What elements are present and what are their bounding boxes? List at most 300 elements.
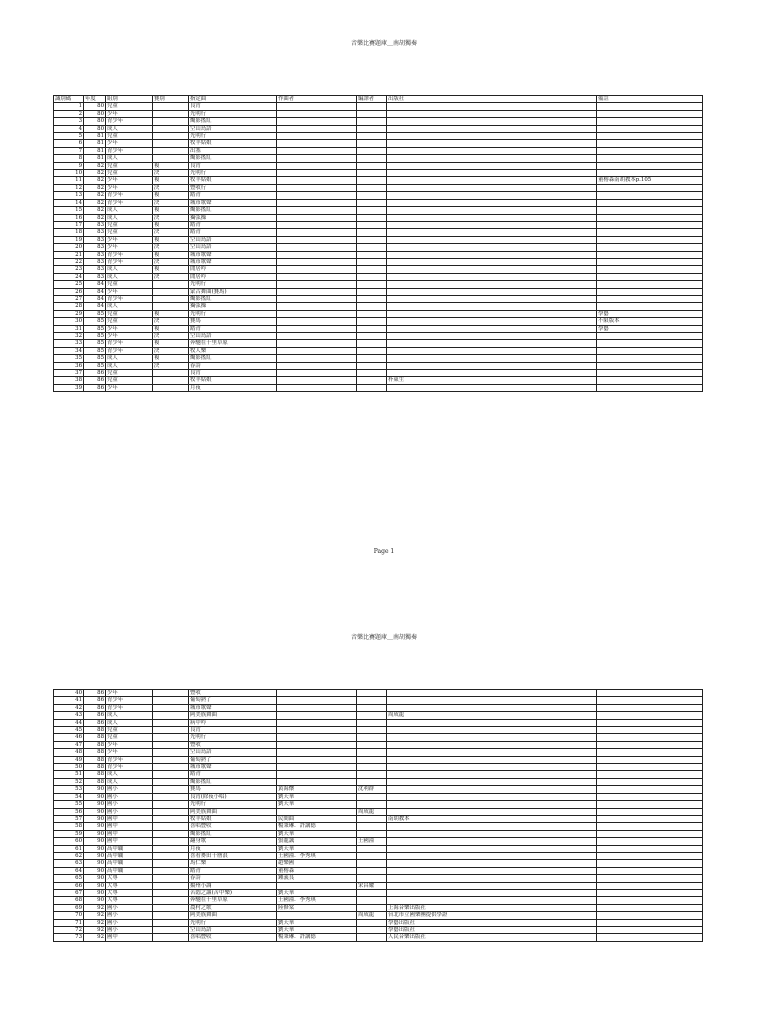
table-cell: 劉天華	[277, 793, 357, 800]
table-cell: 88	[84, 778, 106, 785]
table-cell	[597, 221, 703, 228]
table-cell: 兒童	[106, 734, 153, 741]
table-cell: 10	[54, 170, 84, 177]
table-cell: 80	[84, 118, 106, 125]
table-cell	[357, 258, 387, 265]
table-cell: 61	[54, 845, 84, 852]
table-cell	[277, 355, 357, 362]
table-cell	[357, 741, 387, 748]
table-cell	[277, 303, 357, 310]
table-row	[54, 273, 703, 280]
table-cell: 42	[54, 704, 84, 711]
table-cell: 城市歌聲	[189, 258, 277, 265]
table-cell: 36	[54, 362, 84, 369]
table-cell	[277, 325, 357, 332]
table-row	[54, 340, 703, 347]
table-cell	[387, 838, 597, 845]
table-cell: 周成龍	[357, 912, 387, 919]
table-cell	[597, 214, 703, 221]
table-cell	[597, 147, 703, 154]
table-cell: 董榕森南胡教本p.105	[597, 177, 703, 184]
table-cell	[387, 155, 597, 162]
table-cell: 83	[84, 273, 106, 280]
table-cell	[153, 140, 189, 147]
table-cell: 南胡教本	[387, 815, 597, 822]
table-cell: 燭影搖紅	[189, 118, 277, 125]
table-cell	[357, 155, 387, 162]
table-cell: 決	[153, 199, 189, 206]
table-cell	[597, 882, 703, 889]
table-cell	[387, 355, 597, 362]
table-cell: 國小	[106, 786, 153, 793]
table-cell	[277, 221, 357, 228]
table-cell	[357, 266, 387, 273]
table-cell	[357, 170, 387, 177]
table-cell: 燭影搖紅	[189, 778, 277, 785]
table-cell: 少年	[106, 741, 153, 748]
table-cell: 37	[54, 370, 84, 377]
table-cell	[387, 362, 597, 369]
table-cell: 國小	[106, 904, 153, 911]
table-cell	[153, 860, 189, 867]
table-row	[54, 897, 703, 904]
table-cell: 青少年	[106, 340, 153, 347]
table-cell	[277, 281, 357, 288]
table-cell	[357, 273, 387, 280]
table-cell: 72	[54, 927, 84, 934]
table-cell	[597, 912, 703, 919]
table-cell	[277, 118, 357, 125]
table-cell	[357, 110, 387, 117]
table-cell: 16	[54, 214, 84, 221]
table-cell	[153, 882, 189, 889]
table-row	[54, 288, 703, 295]
table-cell: 複	[153, 310, 189, 317]
table-cell	[597, 199, 703, 206]
table-row	[54, 927, 703, 934]
table-cell	[387, 236, 597, 243]
table-cell	[277, 333, 357, 340]
table-cell: 成人	[106, 155, 153, 162]
table-cell: 青少年	[106, 192, 153, 199]
table-cell	[357, 889, 387, 896]
table-cell	[153, 845, 189, 852]
table-cell: 90	[84, 815, 106, 822]
table-cell	[387, 177, 597, 184]
table-cell	[387, 192, 597, 199]
table-cell: 45	[54, 727, 84, 734]
table-cell	[357, 867, 387, 874]
table-cell: 70	[54, 912, 84, 919]
table-cell: 80	[84, 103, 106, 110]
table-cell: 燭影搖紅	[189, 207, 277, 214]
table-row	[54, 727, 703, 734]
table-row	[54, 333, 703, 340]
table-cell	[597, 184, 703, 191]
table-cell	[153, 912, 189, 919]
table-cell	[387, 214, 597, 221]
table-row	[54, 303, 703, 310]
table-cell	[357, 177, 387, 184]
table-cell: 國小	[106, 808, 153, 815]
table-cell: 決	[153, 184, 189, 191]
table-row	[54, 860, 703, 867]
table-cell	[387, 258, 597, 265]
table-cell	[277, 749, 357, 756]
table-cell: 80	[84, 110, 106, 117]
table-cell	[597, 258, 703, 265]
table-cell: 83	[84, 236, 106, 243]
table-cell: 青少年	[106, 295, 153, 302]
table-cell	[597, 170, 703, 177]
table-cell: 豐收行	[189, 184, 277, 191]
table-cell: 82	[84, 162, 106, 169]
table-cell	[153, 734, 189, 741]
table-cell: 光明行	[189, 801, 277, 808]
table-cell: 青少年	[106, 697, 153, 704]
table-cell	[357, 793, 387, 800]
table-cell: 88	[84, 771, 106, 778]
column-header: 識別碼	[54, 96, 84, 103]
table-cell	[387, 207, 597, 214]
table-cell: 17	[54, 221, 84, 228]
table-cell	[277, 362, 357, 369]
table-cell: 燭影搖紅	[189, 295, 277, 302]
table-row	[54, 778, 703, 785]
table-cell: 兒童	[106, 318, 153, 325]
table-cell	[357, 897, 387, 904]
table-cell: 少年	[106, 690, 153, 697]
table-cell: 31	[54, 325, 84, 332]
table-cell	[387, 778, 597, 785]
table-cell	[357, 162, 387, 169]
table-cell: 58	[54, 823, 84, 830]
table-cell	[597, 823, 703, 830]
table-cell	[357, 118, 387, 125]
table-cell	[597, 340, 703, 347]
table-cell	[277, 273, 357, 280]
table-row	[54, 712, 703, 719]
table-cell	[387, 808, 597, 815]
table-cell	[357, 712, 387, 719]
table-cell	[597, 384, 703, 391]
table-cell	[387, 370, 597, 377]
table-cell: 奔馳在千里草原	[189, 897, 277, 904]
table-cell: 決	[153, 244, 189, 251]
table-cell: 88	[84, 756, 106, 763]
table-cell	[387, 162, 597, 169]
table-cell: 兒童	[106, 162, 153, 169]
table-cell	[153, 103, 189, 110]
table-cell	[597, 103, 703, 110]
table-cell: 成人	[106, 712, 153, 719]
table-cell: 34	[54, 347, 84, 354]
table-cell: 葡萄熟了	[189, 697, 277, 704]
table-cell: 踏青	[189, 221, 277, 228]
table-cell	[357, 340, 387, 347]
table-row	[54, 236, 703, 243]
table-cell: 83	[84, 266, 106, 273]
table-cell	[277, 734, 357, 741]
table-cell	[277, 808, 357, 815]
table-cell: 青少年	[106, 347, 153, 354]
table-cell: 92	[84, 934, 106, 941]
table-cell	[387, 882, 597, 889]
table-cell	[153, 697, 189, 704]
table-cell	[357, 303, 387, 310]
table-cell: 良宵	[189, 103, 277, 110]
table-row	[54, 118, 703, 125]
table-row	[54, 184, 703, 191]
table-cell: 兒童	[106, 377, 153, 384]
table-cell: 光明行	[189, 310, 277, 317]
table-cell	[597, 347, 703, 354]
table-cell	[387, 281, 597, 288]
table-cell: 13	[54, 192, 84, 199]
table-cell	[387, 147, 597, 154]
table-cell: 7	[54, 147, 84, 154]
table-cell: 90	[84, 845, 106, 852]
table-row	[54, 882, 703, 889]
table-cell: 沈利群	[357, 786, 387, 793]
table-cell	[277, 229, 357, 236]
column-header: 賽別	[153, 96, 189, 103]
table-row	[54, 133, 703, 140]
table-cell	[153, 303, 189, 310]
table-cell	[597, 133, 703, 140]
table-cell: 青少年	[106, 258, 153, 265]
table-cell: 成人	[106, 303, 153, 310]
table-cell: 兒童	[106, 170, 153, 177]
table-cell	[597, 919, 703, 926]
table-cell	[277, 140, 357, 147]
table-cell: 6	[54, 140, 84, 147]
table-cell	[153, 867, 189, 874]
table-cell	[387, 184, 597, 191]
table-cell	[277, 310, 357, 317]
table-cell	[153, 690, 189, 697]
table-row	[54, 815, 703, 822]
table-cell: 複	[153, 355, 189, 362]
table-cell: 決	[153, 318, 189, 325]
table-row	[54, 162, 703, 169]
table-cell: 82	[84, 199, 106, 206]
table-cell: 獨弦操	[189, 214, 277, 221]
table-cell	[597, 934, 703, 941]
table-cell: 92	[84, 919, 106, 926]
table-cell: 決	[153, 347, 189, 354]
table-cell	[357, 133, 387, 140]
table-cell	[597, 288, 703, 295]
table-cell	[153, 778, 189, 785]
table-cell: 良宵(除夜小唱)	[189, 793, 277, 800]
table-cell: 少年	[106, 110, 153, 117]
table-cell: 牧羊姑娘	[189, 177, 277, 184]
table-cell	[387, 244, 597, 251]
table-cell	[277, 384, 357, 391]
table-cell	[153, 838, 189, 845]
table-cell: 青少年	[106, 704, 153, 711]
table-cell: 踏青	[189, 192, 277, 199]
table-cell: 閒居吟	[189, 273, 277, 280]
table-cell: 90	[84, 897, 106, 904]
table-cell: 燭影搖紅	[189, 830, 277, 837]
table-row	[54, 170, 703, 177]
table-cell: 90	[84, 793, 106, 800]
table-cell: 董榕森	[277, 867, 357, 874]
table-cell	[387, 727, 597, 734]
table-cell: 92	[84, 912, 106, 919]
table-cell: 複	[153, 236, 189, 243]
table-cell	[153, 793, 189, 800]
table-cell	[597, 830, 703, 837]
table-cell: 國小	[106, 793, 153, 800]
table-row	[54, 347, 703, 354]
table-cell: 閒居吟	[189, 266, 277, 273]
table-cell: 民間曲	[277, 815, 357, 822]
table-row	[54, 808, 703, 815]
table-cell	[277, 133, 357, 140]
table-cell: 葡萄熟了	[189, 756, 277, 763]
table-cell	[357, 140, 387, 147]
table-cell: 40	[54, 690, 84, 697]
table-cell: 良宵	[189, 727, 277, 734]
table-row	[54, 756, 703, 763]
table-cell: 成人	[106, 273, 153, 280]
table-cell: 陸修棠	[277, 904, 357, 911]
table-cell: 黃海懷	[277, 786, 357, 793]
table-cell: 趙樂國	[277, 860, 357, 867]
table-cell	[357, 288, 387, 295]
table-cell: 人民音樂出版社	[387, 934, 597, 941]
table-cell	[153, 852, 189, 859]
table-row	[54, 110, 703, 117]
table-cell	[153, 155, 189, 162]
table-row	[54, 244, 703, 251]
table-cell	[277, 103, 357, 110]
table-cell: 92	[84, 904, 106, 911]
table-cell: 喜唱豐收	[189, 823, 277, 830]
table-cell	[357, 244, 387, 251]
table-cell	[277, 712, 357, 719]
table-row	[54, 793, 703, 800]
table-cell: 86	[84, 384, 106, 391]
table-cell: 周成龍	[387, 712, 597, 719]
table-row	[54, 221, 703, 228]
table-cell: 學藝	[597, 325, 703, 332]
table-cell: 賽馬	[189, 318, 277, 325]
table-cell: 翻身歌	[189, 838, 277, 845]
table-cell	[277, 236, 357, 243]
table-cell: 國中	[106, 934, 153, 941]
table-cell: 35	[54, 355, 84, 362]
column-header: 作曲者	[277, 96, 357, 103]
table-cell: 少年	[106, 333, 153, 340]
table-cell	[597, 333, 703, 340]
table-cell: 29	[54, 310, 84, 317]
table-cell: 少年	[106, 244, 153, 251]
table-cell: 少年	[106, 288, 153, 295]
table-cell	[277, 756, 357, 763]
table-cell	[387, 221, 597, 228]
table-cell: 9	[54, 162, 84, 169]
table-cell	[357, 318, 387, 325]
table-row	[54, 325, 703, 332]
table-cell: 33	[54, 340, 84, 347]
table-cell	[387, 384, 597, 391]
table-cell: 城市歌聲	[189, 199, 277, 206]
column-header: 出版社	[387, 96, 597, 103]
table-cell	[387, 266, 597, 273]
table-cell: 少年	[106, 140, 153, 147]
table-cell: 高中職	[106, 852, 153, 859]
table-cell: 喜唱豐收	[189, 934, 277, 941]
table-cell: 成人	[106, 355, 153, 362]
table-cell: 4	[54, 125, 84, 132]
table-cell	[597, 875, 703, 882]
table-cell: 牧羊姑娘	[189, 140, 277, 147]
table-cell	[387, 325, 597, 332]
table-cell: 複	[153, 207, 189, 214]
table-cell	[153, 110, 189, 117]
page-title: 音樂比賽題庫＿南胡獨奏	[350, 40, 417, 47]
table-cell: 少年	[106, 184, 153, 191]
table-cell: 成人	[106, 214, 153, 221]
table-header-row	[54, 96, 703, 103]
table-cell	[357, 333, 387, 340]
table-cell: 54	[54, 793, 84, 800]
table-cell: 11	[54, 177, 84, 184]
table-cell	[277, 882, 357, 889]
table-cell	[153, 288, 189, 295]
table-cell	[387, 860, 597, 867]
table-cell	[277, 170, 357, 177]
table-cell	[153, 377, 189, 384]
table-cell	[387, 867, 597, 874]
table-row	[54, 934, 703, 941]
table-cell: 85	[84, 347, 106, 354]
table-cell	[153, 704, 189, 711]
table-cell	[597, 734, 703, 741]
table-cell	[357, 214, 387, 221]
table-cell: 出塞	[189, 147, 277, 154]
table-cell	[597, 712, 703, 719]
table-row	[54, 177, 703, 184]
table-cell	[597, 697, 703, 704]
table-cell: 朴東生	[387, 377, 597, 384]
table-page-1	[53, 95, 703, 392]
table-cell	[387, 340, 597, 347]
table-cell: 決	[153, 229, 189, 236]
table-cell: 馬仁樂	[189, 860, 277, 867]
table-cell	[597, 778, 703, 785]
table-cell: 春詩	[189, 362, 277, 369]
table-cell	[357, 347, 387, 354]
column-header: 備註	[597, 96, 703, 103]
table-cell	[387, 830, 597, 837]
table-cell: 90	[84, 801, 106, 808]
table-cell: 少年	[106, 384, 153, 391]
table-cell: 學藝出版社	[387, 927, 597, 934]
table-cell	[597, 690, 703, 697]
table-cell	[277, 347, 357, 354]
table-cell	[387, 347, 597, 354]
table-cell	[597, 140, 703, 147]
table-cell: 43	[54, 712, 84, 719]
table-cell: 踏青	[189, 771, 277, 778]
table-cell: 85	[84, 340, 106, 347]
table-cell	[277, 741, 357, 748]
